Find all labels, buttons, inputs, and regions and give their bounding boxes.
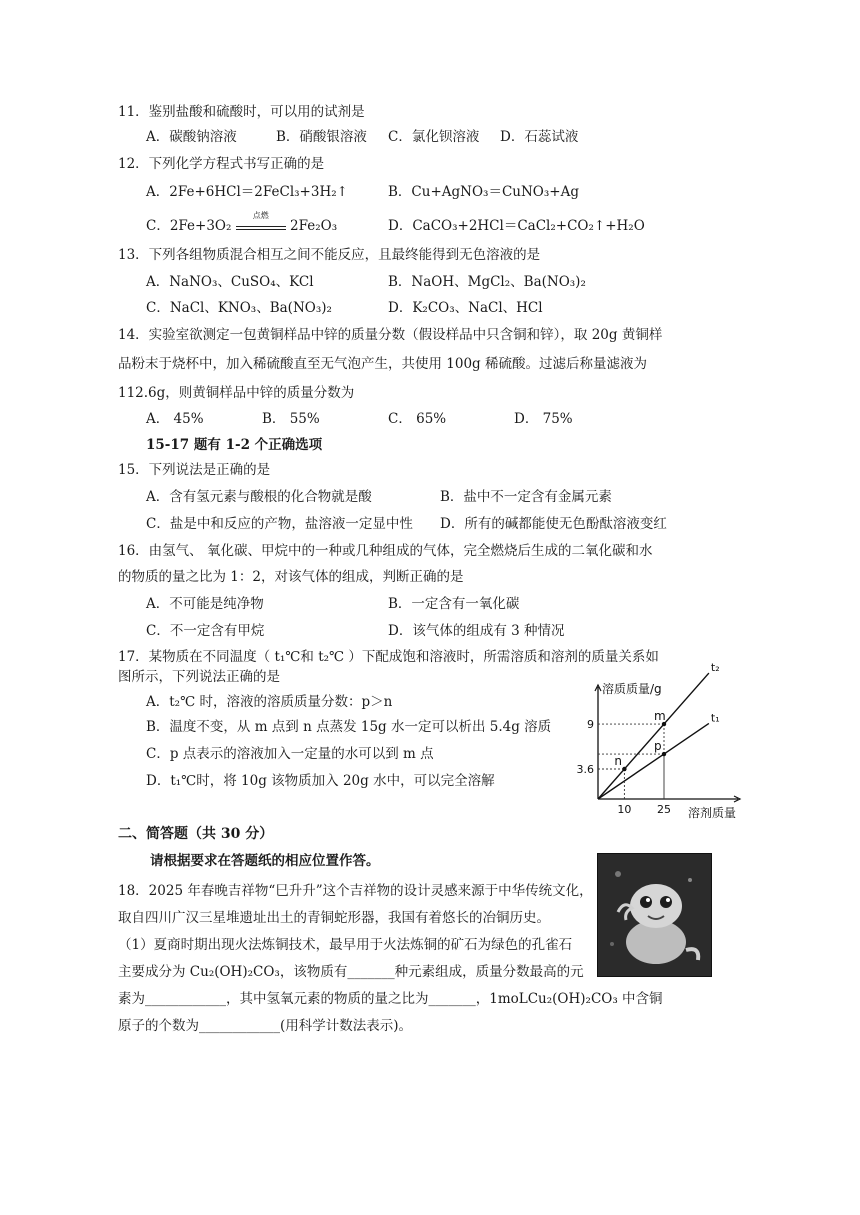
q16-line1: 16．由氢气、 氧化碳、甲烷中的一种或几种组成的气体，完全燃烧后生成的二氧化碳和水 xyxy=(118,543,653,559)
solubility-chart xyxy=(560,661,750,825)
q17-option-c: C．p 点表示的溶液加入一定量的水可以到 m 点 xyxy=(146,746,434,762)
q17-option-d: D．t₁℃时，将 10g 该物质加入 20g 水中，可以完全溶解 xyxy=(146,773,495,789)
mascot-illustration xyxy=(598,854,711,976)
section2-instruction: 请根据要求在答题纸的相应位置作答。 xyxy=(150,853,380,869)
q11-option-d: D．石蕊试液 xyxy=(500,129,579,145)
q11-option-b: B．硝酸银溶液 xyxy=(276,129,367,145)
multi-choice-note: 15-17 题有 1-2 个正确选项 xyxy=(146,437,323,453)
q15-option-b: B．盐中不一定含有金属元素 xyxy=(440,489,612,505)
q12-stem: 12．下列化学方程式书写正确的是 xyxy=(118,156,325,172)
q12-option-c xyxy=(146,210,338,235)
x-axis-label: 溶剂质量 xyxy=(688,806,737,820)
reaction-condition: 点燃 xyxy=(252,210,269,220)
q14-line2: 品粉末于烧杯中，加入稀硫酸直至无气泡产生，共使用 100g 稀硫酸。过滤后称量滤液为 xyxy=(118,356,647,372)
series-label-1: t₂ xyxy=(710,661,720,675)
point-n xyxy=(622,767,626,771)
q14-line1: 14．实验室欲测定一包黄铜样品中锌的质量分数（假设样品中只含铜和锌），取 20g 黄铜样 xyxy=(118,327,663,343)
q18-line2: 取自四川广汉三星堆遗址出土的青铜蛇形器，我国有着悠长的冶铜历史。 xyxy=(118,910,550,926)
q18-line4: 主要成分为 Cu₂(OH)₂CO₃，该物质有_______种元素组成，质量分数最高的元 xyxy=(118,964,584,980)
q16-option-a: A．不可能是纯净物 xyxy=(146,596,264,612)
q11-stem: 11．鉴别盐酸和硫酸时，可以用的试剂是 xyxy=(118,104,365,120)
point-label-p: p xyxy=(654,739,662,754)
q13-option-a: A．NaNO₃、CuSO₄、KCl xyxy=(146,274,314,290)
q14-line3: 112.6g，则黄铜样品中锌的质量分数为 xyxy=(118,385,355,401)
q14-option-d: D． 75% xyxy=(514,411,573,427)
y-axis-label: 溶质质量/g xyxy=(602,682,662,696)
point-p xyxy=(662,752,666,756)
q16-option-d: D．该气体的组成有 3 种情况 xyxy=(388,623,565,639)
q12-option-c-left: C．2Fe+3O₂ xyxy=(146,218,232,234)
q18-line1: 18．2025 年春晚吉祥物“巳升升”这个吉祥物的设计灵感来源于中华传统文化， xyxy=(118,883,593,899)
x-tick-25: 25 xyxy=(657,803,671,816)
y-tick-9: 9 xyxy=(587,718,594,732)
q18-line3: （1）夏商时期出现火法炼铜技术，最早用于火法炼铜的矿石为绿色的孔雀石 xyxy=(118,937,573,953)
q12-option-c-right: 2Fe₂O₃ xyxy=(290,218,338,234)
x-tick-10: 10 xyxy=(617,803,632,816)
q16-option-b: B．一定含有一氧化碳 xyxy=(388,596,520,612)
q15-option-c: C．盐是中和反应的产物，盐溶液一定显中性 xyxy=(146,516,413,532)
q15-option-d: D．所有的碱都能使无色酚酞溶液变红 xyxy=(440,516,667,532)
q18-line6: 原子的个数为____________(用科学计数法表示)。 xyxy=(118,1018,413,1034)
reaction-arrow xyxy=(236,210,286,230)
q15-stem: 15．下列说法是正确的是 xyxy=(118,462,271,478)
q14-option-a: A． 45% xyxy=(146,411,204,427)
q17-line1: 17．某物质在不同温度（ t₁℃和 t₂℃ ）下配成饱和溶液时，所需溶质和溶剂的质量关系如 xyxy=(118,649,659,665)
q12-option-a: A．2Fe+6HCl＝2FeCl₃+3H₂↑ xyxy=(146,184,348,200)
q12-option-b: B．Cu+AgNO₃＝CuNO₃+Ag xyxy=(388,184,579,200)
section2-title: 二、简答题（共 30 分） xyxy=(118,826,274,842)
q13-option-d: D．K₂CO₃、NaCl、HCl xyxy=(388,300,543,316)
q11-option-c: C．氯化钡溶液 xyxy=(388,129,480,145)
q14-option-c: C． 65% xyxy=(388,411,447,427)
q14-option-b: B． 55% xyxy=(262,411,320,427)
q12-option-d: D．CaCO₃+2HCl＝CaCl₂+CO₂↑+H₂O xyxy=(388,218,645,234)
q13-stem: 13．下列各组物质混合相互之间不能反应，且最终能得到无色溶液的是 xyxy=(118,247,541,263)
q18-line5: 素为____________，其中氢氧元素的物质的量之比为_______，1moLCu₂(OH)₂CO₃ 中含铜 xyxy=(118,991,663,1007)
series-label-2: t₁ xyxy=(710,711,720,725)
q13-option-b: B．NaOH、MgCl₂、Ba(NO₃)₂ xyxy=(388,274,586,290)
q11-option-a: A．碳酸钠溶液 xyxy=(146,129,237,145)
q17-option-a: A．t₂℃ 时，溶液的溶质质量分数：p＞n xyxy=(146,694,393,710)
q13-option-c: C．NaCl、KNO₃、Ba(NO₃)₂ xyxy=(146,300,332,316)
point-label-m: m xyxy=(654,709,666,724)
mascot-photo xyxy=(597,853,712,977)
point-label-n: n xyxy=(614,754,623,769)
q17-line2: 图所示，下列说法正确的是 xyxy=(118,669,280,685)
q16-line2: 的物质的量之比为 1：2，对该气体的组成，判断正确的是 xyxy=(118,569,464,585)
q15-option-a: A．含有氢元素与酸根的化合物就是酸 xyxy=(146,489,372,505)
y-tick-3.6: 3.6 xyxy=(576,763,594,777)
q16-option-c: C．不一定含有甲烷 xyxy=(146,623,265,639)
q17-option-b: B．温度不变，从 m 点到 n 点蒸发 15g 水一定可以析出 5.4g 溶质 xyxy=(146,719,552,735)
